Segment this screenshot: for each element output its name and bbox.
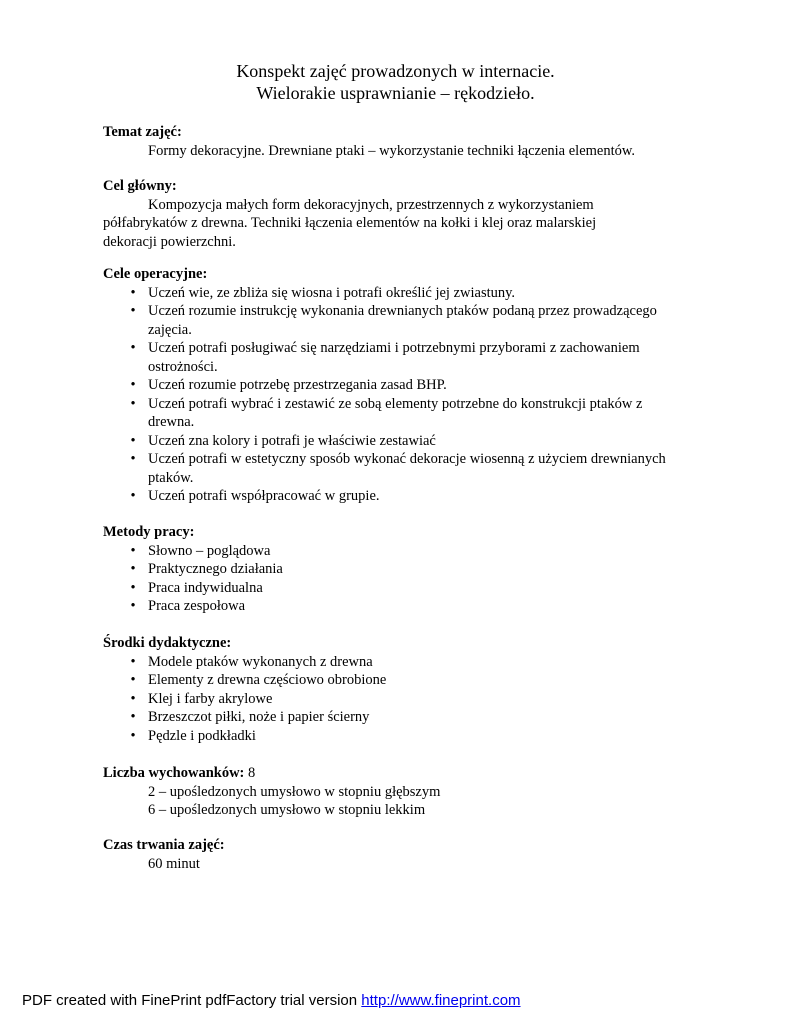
list-item: • Praktycznego działania bbox=[103, 560, 688, 579]
liczba-detail-1: 2 – upośledzonych umysłowo w stopniu głębszym bbox=[148, 783, 441, 800]
list-item: • Brzeszczot piłki, noże i papier ścierny bbox=[103, 708, 688, 727]
section-metody bbox=[103, 523, 703, 616]
bullet-icon: • bbox=[130, 579, 136, 596]
srodki-heading: Środki dydaktyczne: bbox=[103, 635, 232, 651]
bullet-icon: • bbox=[130, 284, 136, 301]
section-cele-operacyjne bbox=[103, 265, 703, 506]
bullet-icon: • bbox=[130, 542, 136, 559]
bullet-icon: • bbox=[130, 727, 136, 744]
bullet-icon: • bbox=[130, 690, 136, 707]
bullet-icon: • bbox=[130, 303, 136, 319]
czas-value: 60 minut bbox=[148, 855, 200, 872]
cele-operacyjne-heading: Cele operacyjne: bbox=[103, 266, 208, 282]
bullet-icon: • bbox=[130, 432, 136, 449]
cel-glowny-heading: Cel główny: bbox=[103, 178, 177, 194]
liczba-value: 8 bbox=[248, 765, 256, 781]
temat-heading: Temat zajęć: bbox=[103, 124, 182, 140]
list-item: • Słowno – poglądowa bbox=[103, 542, 688, 561]
bullet-icon: • bbox=[130, 653, 136, 670]
list-item: • Uczeń zna kolory i potrafi je właściwie zestawiać bbox=[103, 432, 688, 451]
bullet-icon: • bbox=[130, 488, 136, 504]
title-line-1: Konspekt zajęć prowadzonych w internacie. bbox=[236, 61, 555, 81]
list-item: • Uczeń wie, ze zbliża się wiosna i potrafi określić jej zwiastuny. bbox=[103, 284, 688, 303]
list-item: • Pędzle i podkładki bbox=[103, 727, 688, 746]
bullet-icon: • bbox=[130, 672, 136, 688]
liczba-detail-2: 6 – upośledzonych umysłowo w stopniu lekkim bbox=[148, 802, 426, 818]
list-item: • Uczeń potrafi współpracować w grupie. bbox=[103, 487, 688, 506]
list-item: • Uczeń potrafi wybrać i zestawić ze sobą elementy potrzebne do konstrukcji ptaków z drewna. bbox=[103, 395, 688, 432]
title-line-2: Wielorakie usprawnianie – rękodzieło. bbox=[256, 83, 535, 103]
bullet-icon: • bbox=[130, 377, 136, 393]
bullet-icon: • bbox=[130, 561, 136, 577]
list-item: • Uczeń potrafi w estetyczny sposób wykonać dekoracje wiosenną z użyciem drewnianych ptaków. bbox=[103, 450, 688, 487]
cel-glowny-text: Kompozycja małych form dekoracyjnych, przestrzennych z wykorzystaniem półfabrykatów z drewna. Techniki łączenia elementów na kołki i klej oraz malarskiej dekoracji powierzchni. bbox=[103, 196, 597, 250]
document-title bbox=[0, 60, 791, 104]
liczba-heading: Liczba wychowanków: bbox=[103, 765, 245, 781]
list-item: • Uczeń potrafi posługiwać się narzędziami i potrzebnymi przyborami z zachowaniem ostrożności. bbox=[103, 339, 688, 376]
list-item: • Uczeń rozumie potrzebę przestrzegania zasad BHP. bbox=[103, 376, 688, 395]
section-cel-glowny bbox=[103, 177, 703, 251]
temat-text: Formy dekoracyjne. Drewniane ptaki – wykorzystanie techniki łączenia elementów. bbox=[148, 142, 636, 159]
bullet-icon: • bbox=[130, 340, 136, 356]
footer-text: PDF created with FinePrint pdfFactory trial version bbox=[22, 992, 362, 1009]
bullet-icon: • bbox=[130, 598, 136, 614]
bullet-icon: • bbox=[130, 395, 136, 412]
srodki-list bbox=[103, 653, 703, 746]
section-liczba bbox=[103, 764, 703, 820]
list-item: • Klej i farby akrylowe bbox=[103, 690, 688, 709]
footer-link[interactable]: http://www.fineprint.com bbox=[361, 992, 521, 1009]
metody-list bbox=[103, 542, 703, 616]
list-item: • Praca indywidualna bbox=[103, 579, 688, 598]
list-item: • Elementy z drewna częściowo obrobione bbox=[103, 671, 688, 690]
pdf-footer bbox=[22, 992, 521, 1009]
liczba-line bbox=[103, 764, 703, 783]
section-srodki bbox=[103, 634, 703, 745]
cele-operacyjne-list bbox=[103, 284, 703, 506]
section-temat bbox=[103, 123, 703, 160]
list-item: • Modele ptaków wykonanych z drewna bbox=[103, 653, 688, 672]
list-item: • Uczeń rozumie instrukcję wykonania drewnianych ptaków podaną przez prowadzącego zajęcia. bbox=[103, 302, 688, 339]
czas-heading: Czas trwania zajęć: bbox=[103, 837, 225, 853]
section-czas bbox=[103, 836, 703, 873]
list-item: • Praca zespołowa bbox=[103, 597, 688, 616]
metody-heading: Metody pracy: bbox=[103, 524, 195, 540]
bullet-icon: • bbox=[130, 451, 136, 467]
bullet-icon: • bbox=[130, 709, 136, 725]
